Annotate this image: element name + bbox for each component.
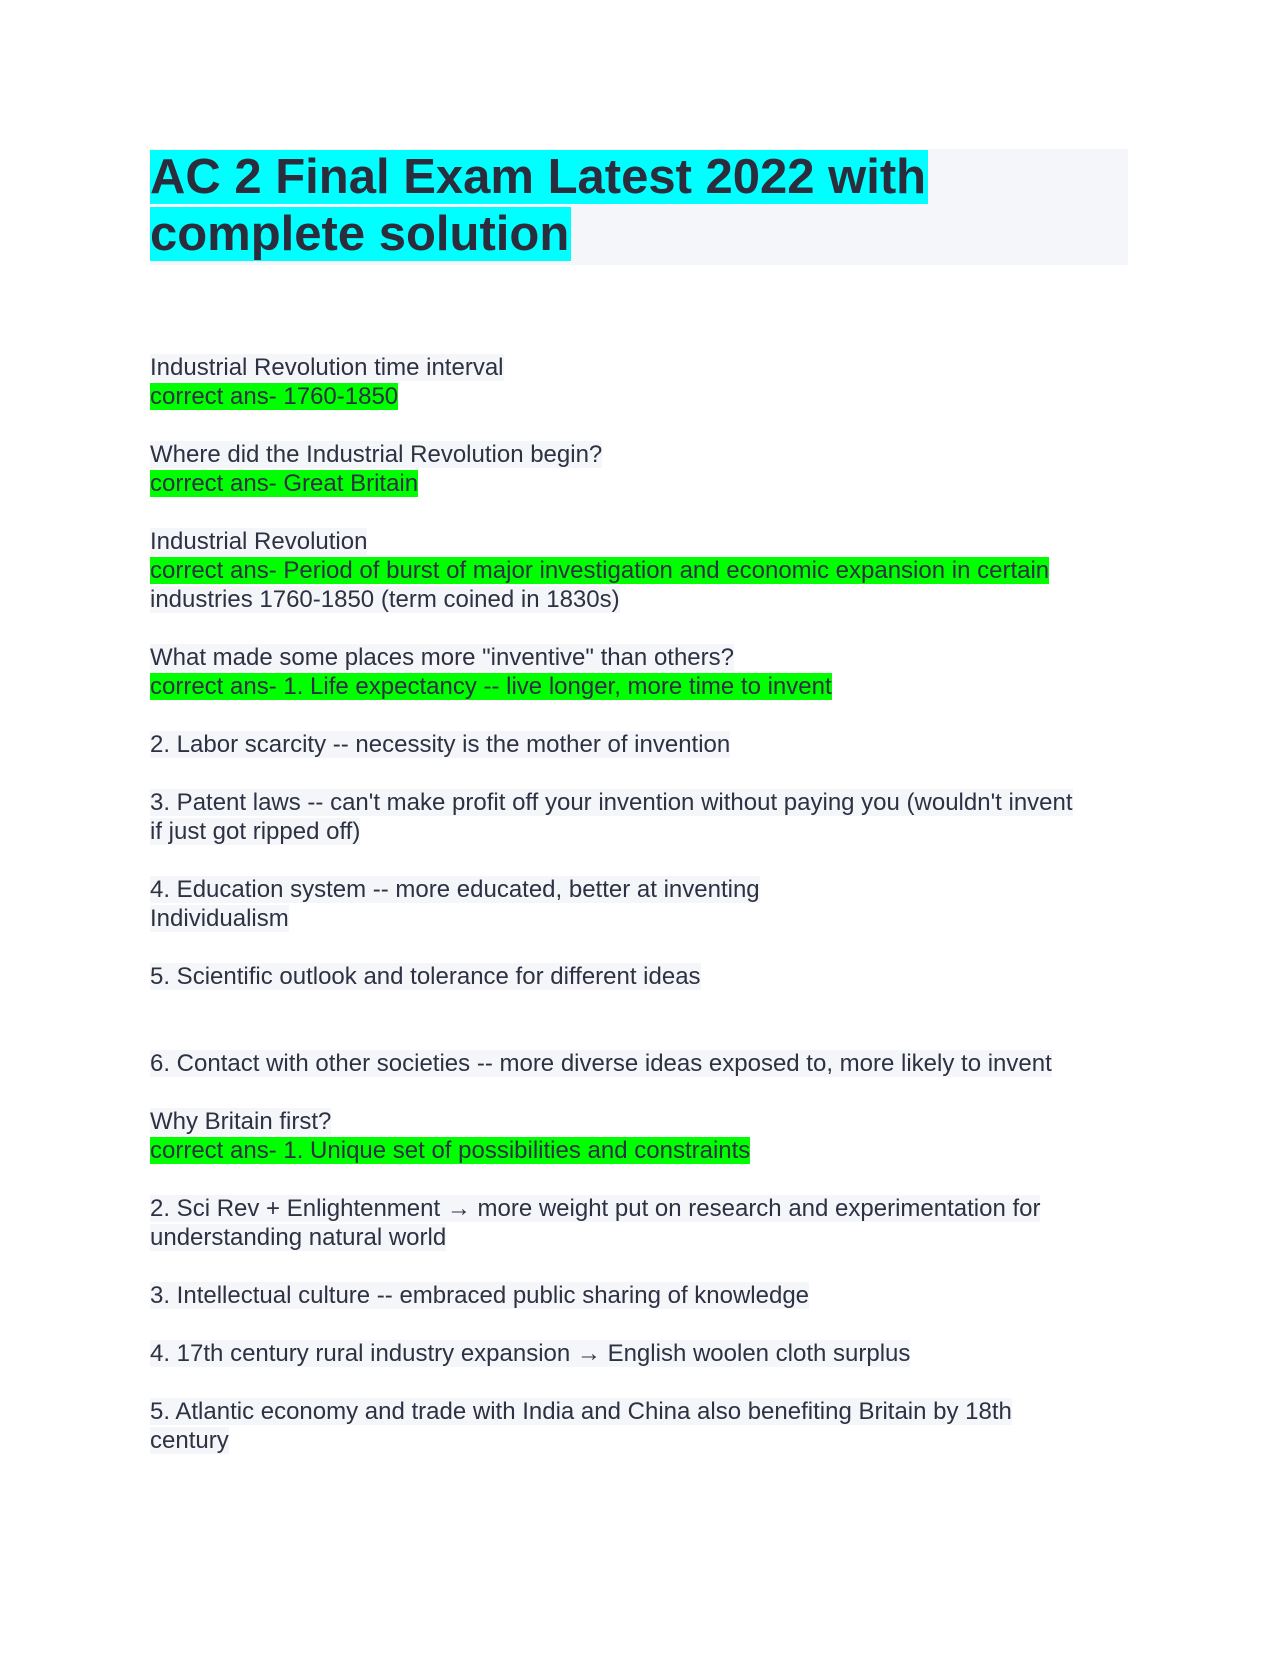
answer-text: correct ans- 1760-1850 (150, 383, 399, 410)
answer-continuation: industries 1760-1850 (term coined in 1830s) (150, 586, 620, 613)
qa-item (150, 353, 1128, 411)
list-item (150, 730, 1128, 759)
point-text: 3. Intellectual culture -- embraced public sharing of knowledge (150, 1282, 810, 1309)
answer-text: correct ans- Great Britain (150, 470, 419, 497)
list-item (150, 962, 1128, 991)
point-text: 4. 17th century rural industry expansion → English woolen cloth surplus (150, 1340, 911, 1367)
point-text: 5. Atlantic economy and trade with India and China also benefiting Britain by 18th (150, 1398, 1012, 1425)
answer-text: correct ans- Period of burst of major investigation and economic expansion in certain (150, 557, 1050, 584)
question-text: Where did the Industrial Revolution begin? (150, 441, 603, 468)
point-text: 6. Contact with other societies -- more diverse ideas exposed to, more likely to invent (150, 1050, 1052, 1077)
point-text: 2. Labor scarcity -- necessity is the mother of invention (150, 731, 731, 758)
point-text: 2. Sci Rev + Enlightenment → more weight put on research and experimentation for (150, 1195, 1041, 1222)
point-text: Individualism (150, 905, 289, 932)
list-item (150, 1049, 1128, 1078)
answer-text: correct ans- 1. Life expectancy -- live longer, more time to invent (150, 673, 832, 700)
qa-item (150, 1107, 1128, 1165)
list-item (150, 788, 1128, 846)
title-line-1: AC 2 Final Exam Latest 2022 with (150, 150, 927, 204)
point-text: century (150, 1427, 229, 1454)
point-text: if just got ripped off) (150, 818, 361, 845)
question-text: Industrial Revolution time interval (150, 354, 504, 381)
title-line-2: complete solution (150, 207, 570, 261)
list-item (150, 1281, 1128, 1310)
point-text: understanding natural world (150, 1224, 447, 1251)
list-item (150, 1397, 1128, 1455)
list-item (150, 1339, 1128, 1368)
question-text: Why Britain first? (150, 1108, 332, 1135)
document-page (150, 149, 1128, 1454)
answer-text: correct ans- 1. Unique set of possibilities and constraints (150, 1137, 751, 1164)
document-title (150, 149, 1128, 265)
qa-item (150, 643, 1128, 701)
point-text: 5. Scientific outlook and tolerance for different ideas (150, 963, 701, 990)
question-text: Industrial Revolution (150, 528, 368, 555)
question-text: What made some places more "inventive" than others? (150, 644, 734, 671)
point-text: 3. Patent laws -- can't make profit off your invention without paying you (wouldn't invent (150, 789, 1073, 816)
qa-item (150, 440, 1128, 498)
qa-item (150, 527, 1128, 614)
document-body (150, 353, 1128, 1484)
list-item (150, 1194, 1128, 1252)
point-text: 4. Education system -- more educated, better at inventing (150, 876, 760, 903)
list-item (150, 875, 1128, 933)
